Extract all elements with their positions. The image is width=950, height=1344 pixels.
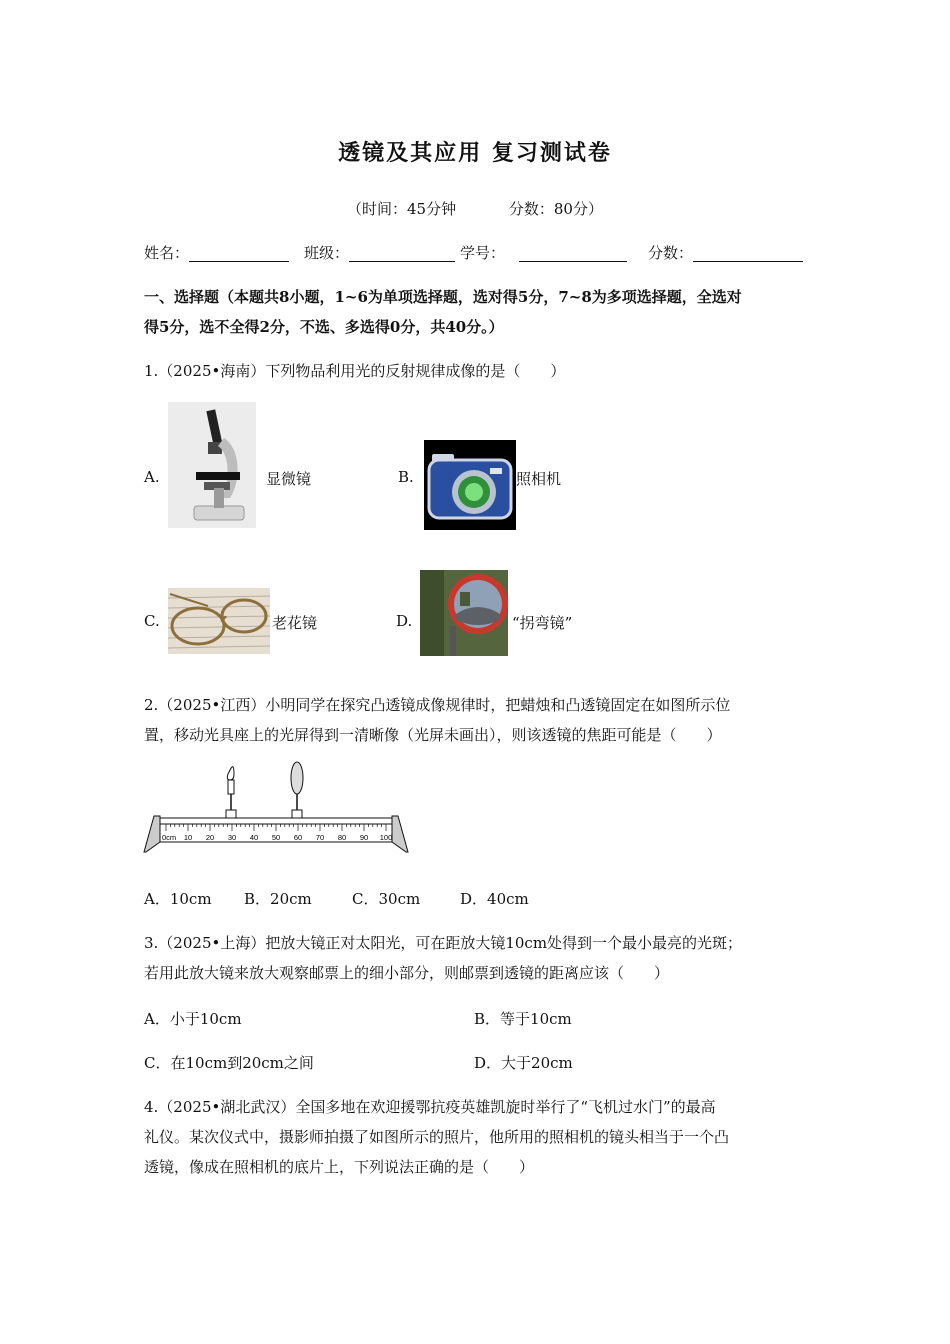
score-label: 分数： [648, 244, 694, 262]
name-label: 姓名： [144, 244, 190, 262]
question-2-line1: 2.（2025•江西）小明同学在探究凸透镜成像规律时，把蜡烛和凸透镜固定在如图所示位 [144, 696, 731, 714]
q1-option-b-letter: B. [398, 468, 414, 486]
camera-icon [424, 440, 516, 530]
ruler-label: 80 [337, 833, 347, 842]
q3-option-a: A．小于10cm [144, 1010, 242, 1028]
ruler-label: 70 [315, 833, 325, 842]
ruler-label: 50 [271, 833, 281, 842]
q1-option-c-text: 老花镜 [272, 614, 318, 632]
q2-option-b: B．20cm [244, 890, 312, 908]
class-label: 班级： [304, 244, 350, 262]
exam-meta [0, 198, 950, 219]
ruler-label: 10 [183, 833, 193, 842]
q1-option-b-text: 照相机 [516, 470, 562, 488]
class-field[interactable] [304, 242, 455, 263]
student-id-blank[interactable] [519, 245, 627, 262]
road-mirror-icon [420, 570, 508, 656]
q1-option-c-letter: C. [144, 612, 160, 630]
q2-option-c: C．30cm [352, 890, 421, 908]
question-3-line1: 3.（2025•上海）把放大镜正对太阳光，可在距放大镜10cm处得到一个最小最亮的光斑； [144, 934, 743, 952]
question-2-line2: 置，移动光具座上的光屏得到一清晰像（光屏未画出），则该透镜的焦距可能是（ ） [144, 726, 722, 744]
ruler-label: 0cm [162, 833, 177, 842]
ruler-label: 30 [227, 833, 237, 842]
glasses-icon [168, 588, 270, 654]
q1-option-a-text: 显微镜 [266, 470, 312, 488]
student-id-field[interactable] [460, 242, 627, 263]
name-blank[interactable] [189, 245, 289, 262]
question-4-line1: 4.（2025•湖北武汉）全国多地在欢迎援鄂抗疫英雄凯旋时举行了“飞机过水门”的最高 [144, 1098, 716, 1116]
question-4-line3: 透镜，像成在照相机的底片上，下列说法正确的是（ ） [144, 1158, 535, 1176]
question-3-line2: 若用此放大镜来放大观察邮票上的细小部分，则邮票到透镜的距离应该（ ） [144, 964, 670, 982]
optical-bench-figure [142, 760, 410, 856]
name-field[interactable] [144, 242, 289, 263]
ruler-label: 20 [205, 833, 215, 842]
reading-glasses-image [168, 588, 270, 654]
convex-mirror-image [420, 570, 508, 656]
question-4-line2: 礼仪。某次仪式中，摄影师拍摄了如图所示的照片，他所用的照相机的镜头相当于一个凸 [144, 1128, 730, 1146]
question-1-stem: 1.（2025•海南）下列物品利用光的反射规律成像的是（ ） [144, 362, 566, 380]
ruler-label: 90 [359, 833, 369, 842]
q2-option-a: A．10cm [144, 890, 212, 908]
q1-option-d-text: “拐弯镜” [512, 614, 573, 632]
score-blank[interactable] [693, 245, 803, 262]
q1-option-d-letter: D. [396, 612, 413, 630]
q3-option-c: C．在10cm到20cm之间 [144, 1054, 314, 1072]
q3-option-b: B．等于10cm [474, 1010, 572, 1028]
section-heading-line2: 得5分，选不全得2分，不选、多选得0分，共40分。） [144, 318, 504, 336]
convex-lens [291, 762, 303, 820]
q3-option-d: D．大于20cm [474, 1054, 573, 1072]
exam-time: （时间：45分钟 [347, 200, 457, 218]
microscope-icon [168, 402, 256, 528]
microscope-image [168, 402, 256, 528]
score-field[interactable] [648, 242, 803, 263]
ruler-label: 60 [293, 833, 303, 842]
page-title: 透镜及其应用 复习测试卷 [338, 140, 612, 166]
class-blank[interactable] [349, 245, 455, 262]
exam-total-score: 分数：80分） [508, 200, 603, 218]
ruler-label: 40 [249, 833, 259, 842]
section-heading-line1: 一、选择题（本题共8小题，1~6为单项选择题，选对得5分，7~8为多项选择题，全选对 [144, 288, 742, 306]
camera-image [424, 440, 516, 530]
q1-option-a-letter: A. [144, 468, 160, 486]
candle [226, 767, 236, 820]
ruler-label: 100 [379, 833, 393, 842]
q2-option-d: D．40cm [460, 890, 529, 908]
student-id-label: 学号： [460, 244, 506, 262]
